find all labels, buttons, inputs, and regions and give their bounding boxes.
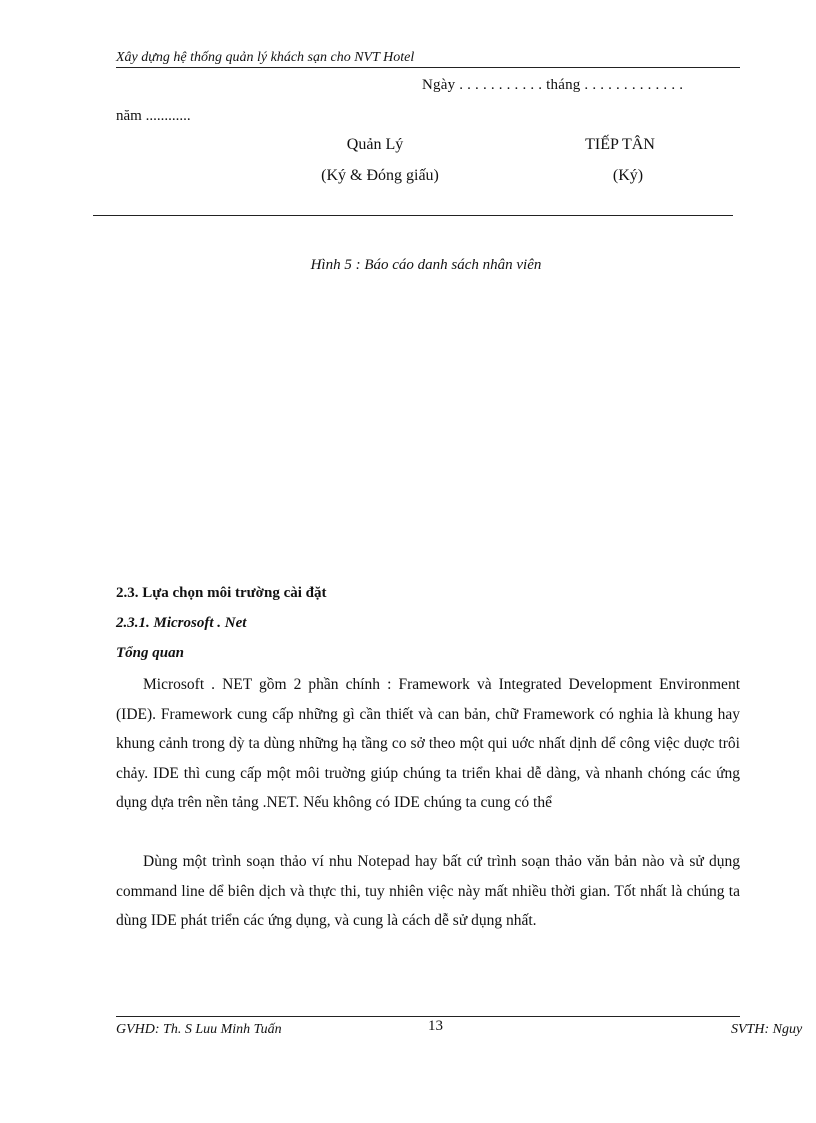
manager-signature-note: (Ký & Đóng giấu)	[321, 167, 439, 184]
footer-student: SVTH: Nguy	[731, 1022, 803, 1037]
subsection-heading: 2.3.1. Microsoft . Net	[116, 615, 247, 631]
footer-advisor: GVHD: Th. S Luu Minh Tuấn	[116, 1022, 282, 1037]
section-heading: 2.3. Lựa chọn môi trường cài đặt	[116, 585, 327, 601]
running-header: Xây dựng hệ thống quản lý khách sạn cho NVT Hotel	[116, 50, 415, 65]
date-line: Ngày . . . . . . . . . . . tháng . . . . . . . . . . . . .	[422, 77, 684, 93]
receptionist-title: TIẾP TÂN	[585, 136, 655, 153]
receptionist-signature-note: (Ký)	[612, 167, 644, 184]
paragraph-ide: Dùng một trình soạn thảo ví nhu Notepad hay bất cứ trình soạn thảo văn bản nào và sử dụng command line dể biên dịch và thực thi, tuy nhiên việc này mất nhiều thời gian. Tốt nhất là chúng ta dùng IDE phát triển các ứng dụng, và cung là cách dễ sử dụng nhất.	[116, 853, 740, 929]
year-line: năm ............	[116, 108, 191, 124]
footer-divider	[116, 1016, 740, 1017]
manager-title: Quản Lý	[346, 136, 404, 153]
header-divider	[116, 67, 740, 68]
paragraph-overview: Microsoft . NET gồm 2 phần chính : Framework và Integrated Development Environment (IDE). Framework cung cấp những gì cần thiết và can bản, chữ Framework có nghia là khung hay khung cảnh trong dỳ ta dùng những hạ tầng co sở theo một qui uớc nhất dịnh dể công việc duợc trôi chảy. IDE thì cung cấp một môi truờng giúp chúng ta triển khai dễ dàng, và nhanh chóng các ứng dụng dựa trên nền tảng .NET. Nếu không có IDE chúng ta cung có thể	[116, 676, 740, 811]
figure-caption: Hình 5 : Báo cáo danh sách nhân viên	[310, 257, 542, 273]
topic-heading: Tổng quan	[116, 645, 184, 661]
report-end-divider	[93, 215, 733, 216]
page-number: 13	[428, 1018, 443, 1034]
